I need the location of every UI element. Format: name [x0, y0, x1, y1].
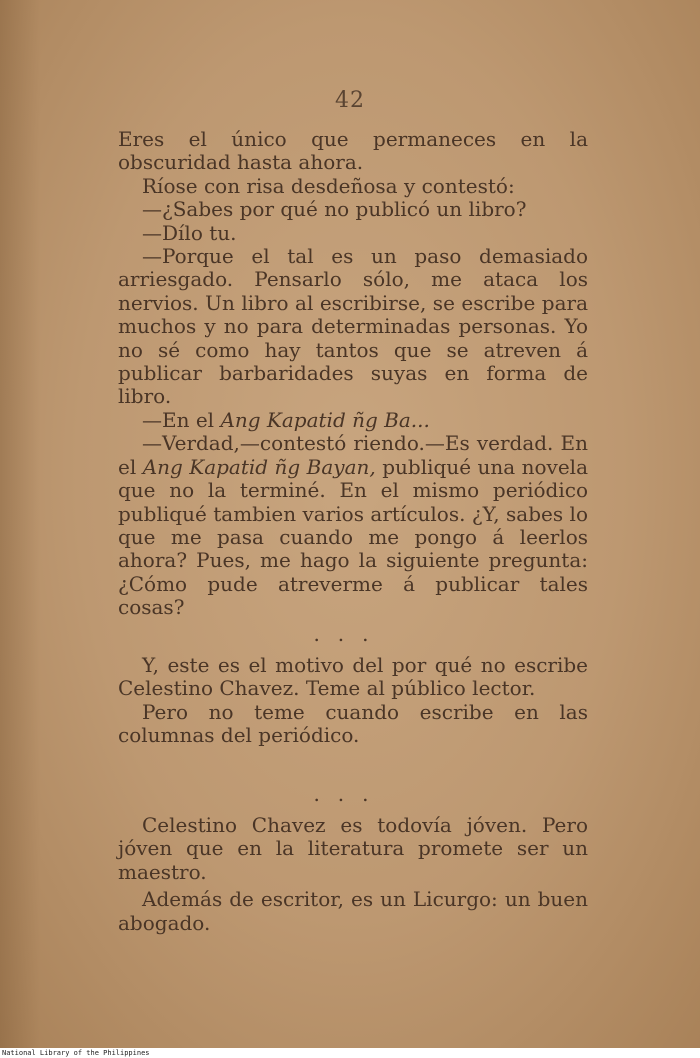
paragraph: Además de escritor, es un Licurgo: un buen abogado.	[118, 887, 588, 935]
text-block-motive	[118, 654, 588, 748]
paragraph: Y, este es el motivo del por qué no escribe Celestino Chavez. Teme al público lector.	[118, 653, 588, 701]
paragraph: —Porque el tal es un paso demasiado arriesgado. Pensarlo sólo, me ataca los nervios. Un libro al escribirse, se escribe para muchos y no para determinadas personas. Yo no sé como hay tantos que se atreven á publicar barbaridades suyas en forma de libro.	[118, 244, 588, 409]
paragraph: —¿Sabes por qué no publicó un libro?	[142, 197, 527, 222]
paragraph	[118, 409, 588, 432]
text-run: publiqué una novela que no la terminé. En el mismo periódico publiqué tambien varios artículos. ¿Y, sabes lo que me pasa cuando me pongo á leerlos ahora? Pues, me hago la siguiente pregunta: ¿Cómo pude atreverme á publicar tales cosas?	[118, 454, 589, 620]
italic-title: Ang Kapatid ñg Ba...	[220, 407, 430, 432]
text-run: —Verdad,—contestó riendo.—Es verdad. En el	[118, 431, 588, 479]
page-number: 42	[335, 88, 365, 113]
text-block-dialogue	[118, 128, 588, 620]
page-edge-shadow	[0, 0, 40, 1048]
paragraph: Pero no teme cuando escribe en las columnas del periódico.	[118, 699, 588, 748]
italic-title: Ang Kapatid ñg Bayan,	[142, 454, 376, 479]
section-separator: ...	[313, 622, 387, 646]
paragraph: Celestino Chavez es todovía jóven. Pero jóven que en la literatura promete ser un maestro.	[118, 813, 588, 884]
paragraph: Ríose con risa desdeñosa y contestó:	[142, 173, 515, 198]
paragraph: —Dílo tu.	[142, 220, 237, 245]
section-separator: ...	[313, 782, 387, 806]
library-footer: National Library of the Philippines	[0, 1048, 700, 1058]
paragraph	[118, 432, 588, 619]
text-run: —En el	[142, 407, 221, 432]
text-block-author	[118, 814, 588, 935]
paragraph: Eres el único que permaneces en la obscuridad hasta ahora.	[118, 127, 588, 175]
